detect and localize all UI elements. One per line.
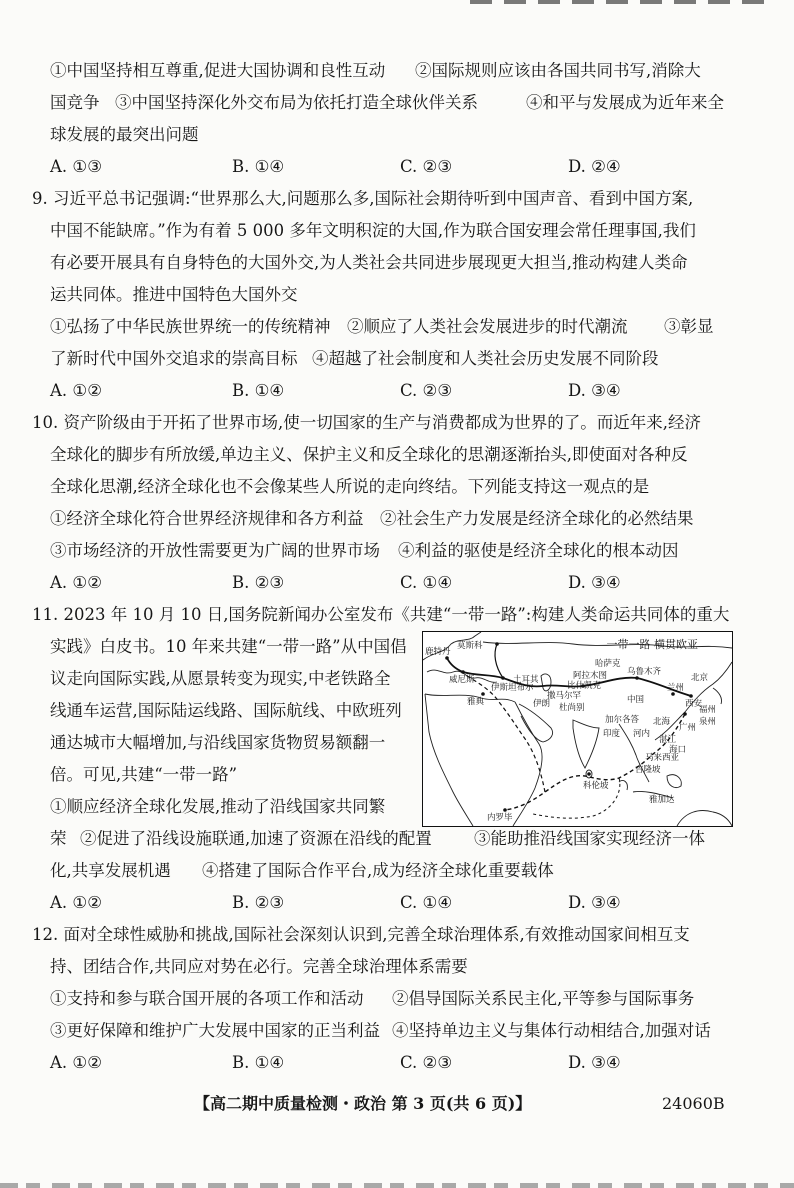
map-label-urumqi: 乌鲁木齐 [627,667,662,677]
india-peninsula [573,720,599,768]
q9-stem-line-1: 9. 习近平总书记强调:“世界那么大,问题那么多,国际社会期待听到中国声音、看到中国方案, [32,189,694,208]
q12-statement-4: ④坚持单边主义与集体行动相结合,加强对话 [392,1021,711,1040]
bottom-scan-mark [0,1183,794,1188]
q10-statement-2: ②社会生产力发展是经济全球化的必然结果 [380,509,694,528]
q10-statement-3: ③市场经济的开放性需要更为广阔的世界市场 [50,541,380,560]
map-label-beihai: 北海 [653,717,671,727]
q9-option-c[interactable]: C. ②③ [400,381,453,400]
q10-statement-4: ④利益的驱使是经济全球化的根本动因 [398,541,679,560]
arabian-peninsula [519,704,553,742]
q9-stem-line-2: 中国不能缺席。”作为有着 5 000 多年文明积淀的大国,作为联合国安理会常任理事国,我们 [50,221,696,240]
q10-option-a[interactable]: A. ①② [50,573,102,592]
map-label-fuzhou: 福州 [699,705,717,715]
land-route-branch-moscow [495,644,503,678]
japan-islands [713,688,722,704]
q9-statement-4: ④超越了社会制度和人类社会历史发展不同阶段 [312,349,659,368]
map-label-kazakhstan: 哈萨克 [595,659,621,669]
top-scan-mark [470,0,770,4]
map-label-rotterdam: 鹿特丹 [425,647,451,657]
q9-option-a[interactable]: A. ①② [50,381,102,400]
q10-option-d[interactable]: D. ③④ [568,573,621,592]
borneo-island [667,775,681,788]
map-label-lanzhou: 兰州 [667,683,685,693]
city-dot-istanbul [501,676,505,680]
map-label-almaty: 阿拉木图 [573,671,608,681]
map-label-turkey: 土耳其 [513,675,539,685]
q11-statement-1: ①顺应经济全球化发展,推动了沿线国家共同繁 [50,797,386,816]
city-dot-quanzhou [683,712,687,716]
q10-stem-line-2: 全球化的脚步有所放缓,单边主义、保护主义和反全球化的思潮逐渐抬头,即使面对各种反 [50,445,688,464]
map-label-haikou: 海口 [669,745,687,755]
map-label-kuala-lumpur: 吉隆坡 [635,765,661,775]
q10-stem-line-3: 全球化思潮,经济全球化也不会像某些人所说的走向终结。下列能支持这一观点的是 [50,477,650,496]
map-label-xian: 西安 [685,699,703,709]
q9-stem-line-3: 有必要开展具有自身特色的大国外交,为人类社会共同进步展现更大担当,推动构建人类命 [50,253,688,272]
q12-statement-2: ②倡导国际关系民主化,平等参与国际事务 [392,989,695,1008]
q9-option-d[interactable]: D. ③④ [568,381,621,400]
q12-stem-line-2: 持、团结合作,共同应对势在必行。完善全球治理体系需要 [50,957,468,976]
q8-option-d[interactable]: D. ②④ [568,157,621,176]
q11-statement-1-cont: 荣 [50,829,67,848]
q11-statement-3: ③能助推沿线国家实现经济一体 [474,829,705,848]
q8-statement-3: ③中国坚持深化外交布局为依托打造全球伙伴关系 [115,93,478,112]
q11-statement-2: ②促进了沿线设施联通,加速了资源在沿线的配置 [80,829,432,848]
city-dot-venice [461,670,465,674]
q11-stem-line-1: 11. 2023 年 10 月 10 日,国务院新闻办公室发布《共建“一带一路”:构建人类命运共同体的重大 [32,605,730,624]
map-label-china: 中国 [627,695,645,705]
q9-stem-line-4: 运共同体。推进中国特色大国外交 [50,285,298,304]
map-label-samarkand: 撒马尔罕 [547,691,582,701]
map-label-bishkek: 比什凯克 [567,681,602,691]
q11-stem-line-5: 通达城市大幅增加,与沿线国家货物贸易额翻一 [50,733,386,752]
q10-stem-line-1: 10. 资产阶级由于开拓了世界市场,使一切国家的生产与消费都成为世界的了。而近年来,经济 [32,413,701,432]
map-label-iran: 伊朗 [533,699,551,709]
map-label-jakarta: 雅加达 [649,795,675,805]
q11-option-a[interactable]: A. ①② [50,893,102,912]
q9-option-b[interactable]: B. ①④ [232,381,285,400]
map-label-venice: 威尼斯 [449,675,475,685]
q8-statement-4-cont: 球发展的最突出问题 [50,125,199,144]
q11-stem-line-3: 议走向国际实践,从愿景转变为现实,中老铁路全 [50,669,391,688]
map-label-malaysia: 马来西亚 [645,753,680,763]
map-title: 一带一路 横贯欧亚 [606,638,698,651]
page-footer: 【高二期中质量检测・政治 第 3 页(共 6 页)】 [194,1094,532,1113]
q10-statement-1: ①经济全球化符合世界经济规律和各方利益 [50,509,364,528]
q8-statement-2-cont: 国竞争 [50,93,100,112]
africa-west-coast [425,694,473,826]
q10-option-c[interactable]: C. ①④ [400,573,453,592]
q8-option-a[interactable]: A. ①③ [50,157,102,176]
q8-option-b[interactable]: B. ①④ [232,157,285,176]
q11-option-d[interactable]: D. ③④ [568,893,621,912]
map-label-colombo: 科伦坡 [583,781,609,791]
q9-statement-3: ③彰显 [664,317,714,336]
map-label-quanzhou: 泉州 [699,717,717,727]
q9-statement-3-cont: 了新时代中国外交追求的崇高目标 [50,349,298,368]
city-dot-xian [689,694,693,698]
q12-statement-3: ③更好保障和维护广大发展中国家的正当利益 [50,1021,380,1040]
q12-stem-line-1: 12. 面对全球性威胁和挑战,国际社会深刻认识到,完善全球治理体系,有效推动国家间相互支 [32,925,690,944]
q10-option-b[interactable]: B. ②③ [232,573,285,592]
q12-statement-1: ①支持和参与联合国开展的各项工作和活动 [50,989,364,1008]
map-label-kolkata: 加尔各答 [605,715,640,725]
q12-option-c[interactable]: C. ②③ [400,1053,453,1072]
q11-option-c[interactable]: C. ①④ [400,893,453,912]
q11-stem-line-2: 实践》白皮书。10 年来共建“一带一路”从中国倡 [50,637,407,656]
q11-option-b[interactable]: B. ②③ [232,893,285,912]
q8-option-c[interactable]: C. ②③ [400,157,453,176]
map-label-istanbul: 伊斯坦布尔 [491,683,534,693]
q8-statement-2: ②国际规则应该由各国共同书写,消除大 [415,61,701,80]
city-dot-colombo [587,772,591,776]
australia-coast [677,811,732,826]
map-label-beijing: 北京 [691,673,709,683]
map-label-india: 印度 [603,729,621,739]
map-label-athens: 雅典 [467,697,485,707]
city-dot-moscow [495,642,499,646]
q9-statement-2: ②顺应了人类社会发展进步的时代潮流 [347,317,628,336]
map-label-nairobi: 内罗毕 [487,813,513,823]
map-label-dushanbe: 杜尚别 [559,703,585,713]
q11-stem-line-4: 线通车运营,国际陆运线路、国际航线、中欧班列 [50,701,402,720]
q12-option-a[interactable]: A. ①② [50,1053,102,1072]
paper-code: 24060B [662,1094,725,1113]
belt-and-road-map [422,631,733,827]
map-label-moscow: 莫斯科 [457,641,483,651]
q11-stem-line-6: 倍。可见,共建“一带一路” [50,765,238,784]
map-label-hanoi: 河内 [633,729,651,739]
caspian-sea [541,674,551,691]
maritime-route-red-sea [467,676,545,792]
map-label-guangzhou: 广州 [679,723,697,733]
q12-option-d[interactable]: D. ③④ [568,1053,621,1072]
q9-statement-1: ①弘扬了中华民族世界统一的传统精神 [50,317,331,336]
q8-statement-4: ④和平与发展成为近年来全 [526,93,724,112]
city-dot-athens [481,692,485,696]
q11-statement-4: ④搭建了国际合作平台,成为经济全球化重要载体 [202,861,554,880]
q8-statement-1: ①中国坚持相互尊重,促进大国协调和良性互动 [50,61,386,80]
q12-option-b[interactable]: B. ①④ [232,1053,285,1072]
city-dot-nairobi [503,808,507,812]
q11-statement-3-cont: 化,共享发展机遇 [50,861,171,880]
map-label-zhanjiang: 湛江 [659,735,677,745]
